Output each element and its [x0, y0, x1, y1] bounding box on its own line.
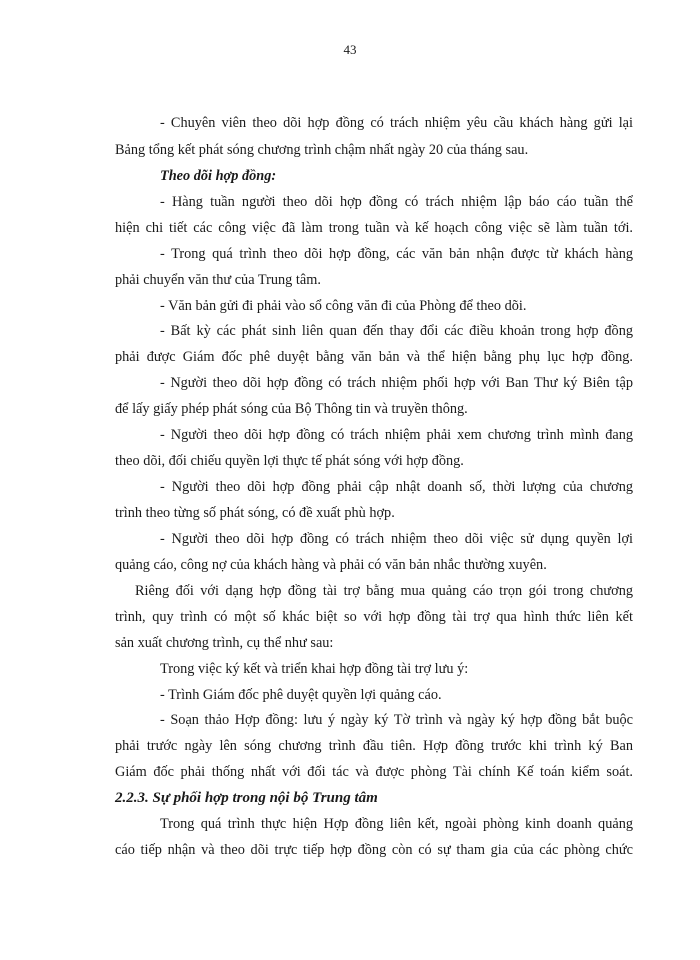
- text-line: để lấy giấy phép phát sóng của Bộ Thông tin và truyền thông.: [115, 401, 468, 417]
- text-line: cáo tiếp nhận và theo dõi trực tiếp hợp đồng còn có sự tham gia của các phòng chức: [115, 842, 633, 858]
- text-line: - Bất kỳ các phát sinh liên quan đến thay đổi các điều khoản trong hợp đồng: [160, 323, 633, 339]
- page-number: 43: [343, 42, 357, 57]
- text-line: Trong quá trình thực hiện Hợp đồng liên kết, ngoài phòng kinh doanh quảng: [160, 816, 633, 832]
- text-line: phải trước ngày lên sóng chương trình đầu tiên. Hợp đồng trước khi trình ký Ban: [115, 738, 633, 754]
- text-line: - Trong quá trình theo dõi hợp đồng, các văn bản nhận được từ khách hàng: [160, 246, 633, 262]
- text-line: trình theo từng số phát sóng, có đề xuất phù hợp.: [115, 505, 395, 521]
- text-line: - Soạn thảo Hợp đồng: lưu ý ngày ký Tờ trình và ngày ký hợp đồng bắt buộc: [160, 712, 633, 728]
- text-line: theo dõi, đối chiếu quyền lợi thực tế phát sóng với hợp đồng.: [115, 453, 464, 469]
- subheading-theo-doi: Theo dõi hợp đồng:: [160, 168, 277, 184]
- text-line: - Hàng tuần người theo dõi hợp đồng có trách nhiệm lập báo cáo tuần thể: [160, 194, 633, 210]
- text-line: phải chuyển văn thư của Trung tâm.: [115, 272, 321, 288]
- text-line: - Trình Giám đốc phê duyệt quyền lợi quảng cáo.: [160, 687, 442, 703]
- text-line: phải được Giám đốc phê duyệt bằng văn bản và thể hiện bằng phụ lục hợp đồng.: [115, 349, 633, 365]
- text-line: trình, quy trình có một số khác biệt so với hợp đồng tài trợ qua hình thức liên kết: [115, 609, 633, 625]
- text-line: - Người theo dõi hợp đồng phải cập nhật doanh số, thời lượng của chương: [160, 479, 633, 495]
- text-line: Riêng đối với dạng hợp đồng tài trợ bằng mua quảng cáo trọn gói trong chương: [135, 583, 633, 599]
- text-line: quảng cáo, công nợ của khách hàng và phải có văn bản nhắc thường xuyên.: [115, 557, 547, 573]
- text-line: - Văn bản gửi đi phải vào sổ công văn đi của Phòng để theo dõi.: [160, 298, 527, 314]
- text-line: - Chuyên viên theo dõi hợp đồng có trách nhiệm yêu cầu khách hàng gửi lại: [160, 115, 633, 131]
- text-line: Trong việc ký kết và triển khai hợp đồng tài trợ lưu ý:: [160, 661, 469, 677]
- text-line: Bảng tổng kết phát sóng chương trình chậm nhất ngày 20 của tháng sau.: [115, 142, 529, 158]
- text-line: Giám đốc phải thống nhất với đối tác và được phòng Tài chính Kế toán kiểm soát.: [115, 764, 633, 780]
- section-heading-2-2-3: 2.2.3. Sự phối hợp trong nội bộ Trung tâm: [115, 790, 378, 806]
- text-line: - Người theo dõi hợp đồng có trách nhiệm theo dõi việc sử dụng quyền lợi: [160, 531, 633, 547]
- text-line: - Người theo dõi hợp đồng có trách nhiệm phải xem chương trình mình đang: [160, 427, 633, 443]
- text-line: hiện chi tiết các công việc đã làm trong tuần và kế hoạch công việc sẽ làm tuần tới.: [115, 220, 633, 236]
- text-line: sản xuất chương trình, cụ thể như sau:: [115, 635, 334, 651]
- text-line: - Người theo dõi hợp đồng có trách nhiệm phối hợp với Ban Thư ký Biên tập: [160, 375, 633, 391]
